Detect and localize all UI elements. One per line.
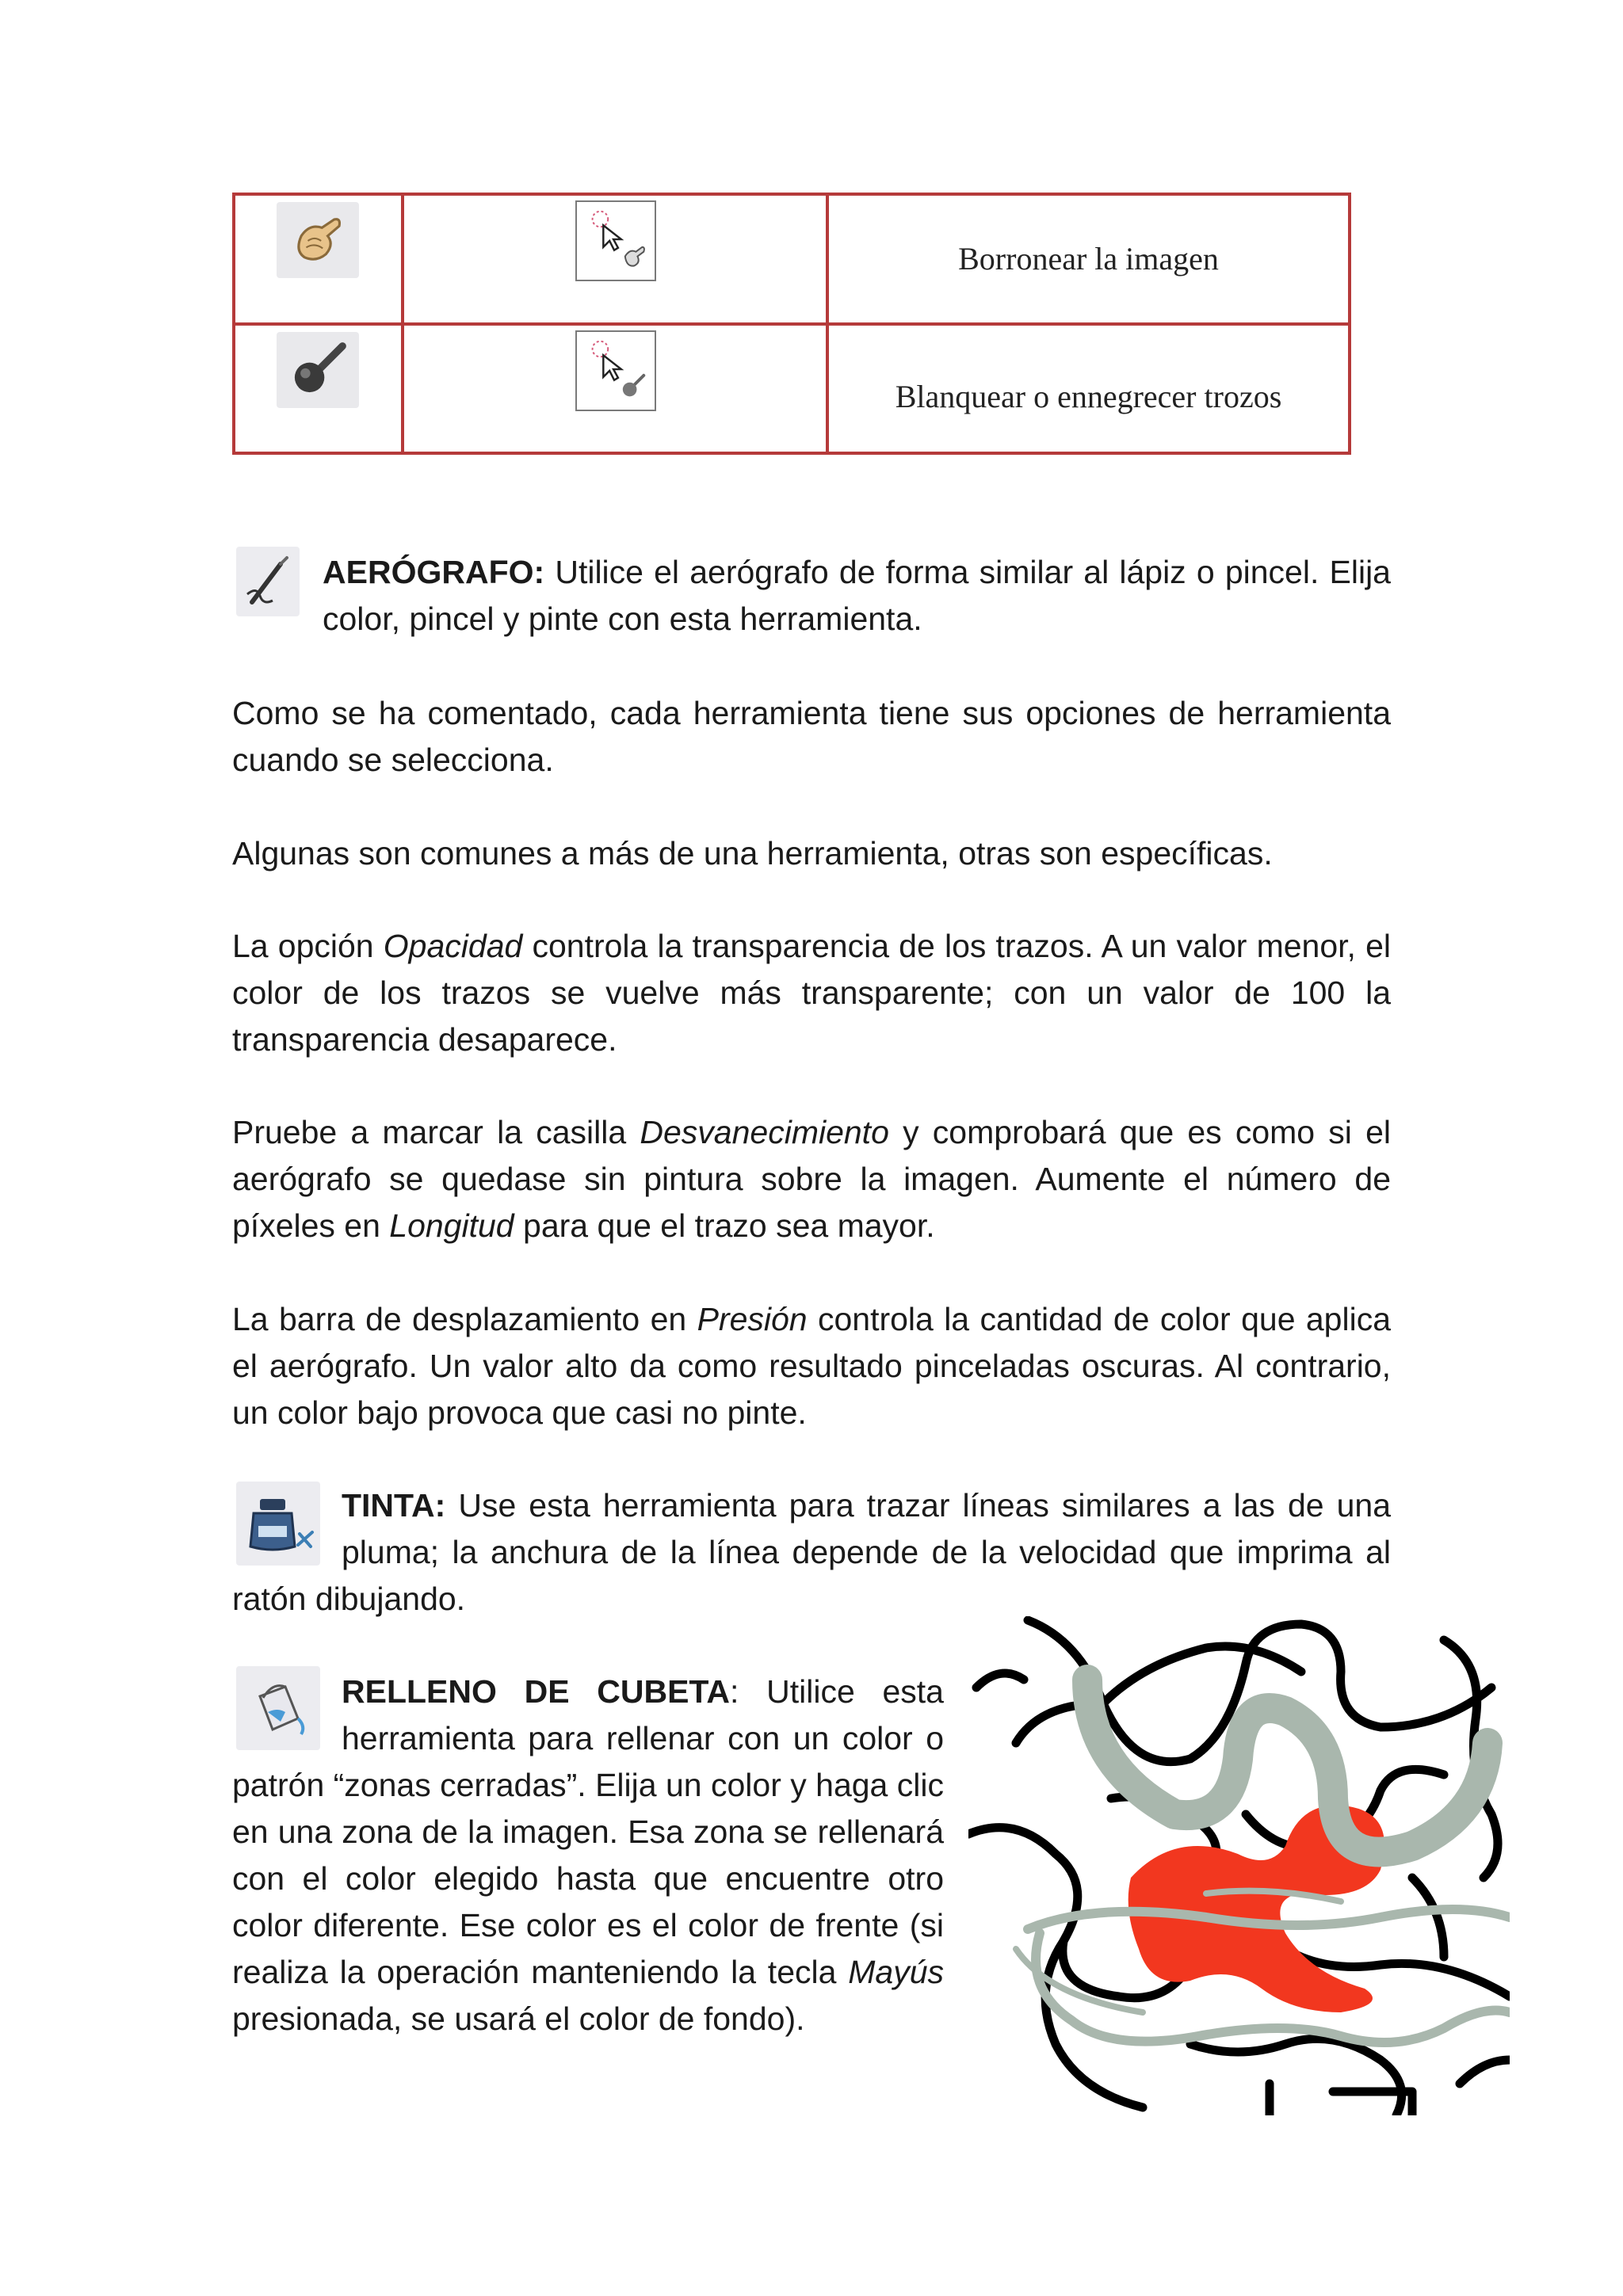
length-term: Longitud xyxy=(389,1207,514,1244)
smudge-cursor-icon xyxy=(575,200,656,281)
table-description: Borronear la imagen xyxy=(958,241,1219,277)
bucket-fill-icon xyxy=(236,1666,320,1750)
smudge-icon xyxy=(277,202,359,278)
paragraph-1: Como se ha comentado, cada herramienta tiene sus opciones de herramienta cuando se selecciona. xyxy=(232,695,1391,778)
ink-icon xyxy=(236,1482,320,1566)
tools-table xyxy=(232,193,1351,455)
paragraph-pressure: La barra de desplazamiento en Presión controla la cantidad de color que aplica el aerógrafo. Un valor alto da como resultado pinceladas oscuras. Al contrario, un color bajo provoca que casi no pinte. xyxy=(232,1301,1391,1431)
shift-key-term: Mayús xyxy=(848,1954,944,1990)
bucket-paragraph: RELLENO DE CUBETA: Utilice esta herramienta para rellenar con un color o patrón “zonas cerradas”. Elija un color y haga clic en una zona de la imagen. Esa zona se rellenará con el color elegido hasta que encuentre otro color diferente. Ese color es el color de frente (si realiza la operación manteniendo la tecla Mayús presionada, se usará el color de fondo). xyxy=(232,1673,944,2037)
opacity-term: Opacidad xyxy=(383,928,523,964)
airbrush-text: Utilice el aerógrafo de forma similar al lápiz o pincel. Elija color, pincel y pinte con esta herramienta. xyxy=(323,554,1391,637)
ink-text: Use esta herramienta para trazar líneas similares a las de una pluma; la anchura de la línea depende de la velocidad que imprima al ratón dibujando. xyxy=(232,1487,1391,1617)
paragraph-fade: Pruebe a marcar la casilla Desvanecimiento y comprobará que es como si el aerógrafo se quedase sin pintura sobre la imagen. Aumente el número de píxeles en Longitud para que el trazo sea mayor. xyxy=(232,1114,1392,1244)
ink-paragraph xyxy=(232,1482,1391,1623)
paragraph-opacity: La opción Opacidad controla la transparencia de los trazos. A un valor menor, el color de los trazos se vuelve más transparente; con un valor de 100 la transparencia desaparece. xyxy=(232,928,1391,1058)
airbrush-title: AERÓGRAFO: xyxy=(323,554,545,590)
table-row xyxy=(234,324,1350,454)
dodge-burn-icon xyxy=(277,332,359,408)
dodge-burn-cursor-icon xyxy=(575,330,656,411)
fade-term: Desvanecimiento xyxy=(640,1114,889,1150)
paragraph-2: Algunas son comunes a más de una herramienta, otras son específicas. xyxy=(232,835,1273,871)
ink-title: TINTA: xyxy=(342,1487,446,1524)
airbrush-paragraph xyxy=(323,549,1391,643)
pressure-term: Presión xyxy=(697,1301,808,1337)
table-row xyxy=(234,194,1350,324)
bucket-title: RELLENO DE CUBETA xyxy=(342,1673,731,1710)
bucket-fill-example-figure xyxy=(968,1616,1510,2115)
bucket-fill-example-drawing xyxy=(968,1616,1510,2115)
table-description: Blanquear o ennegrecer trozos xyxy=(895,378,1282,414)
airbrush-icon xyxy=(236,547,300,616)
